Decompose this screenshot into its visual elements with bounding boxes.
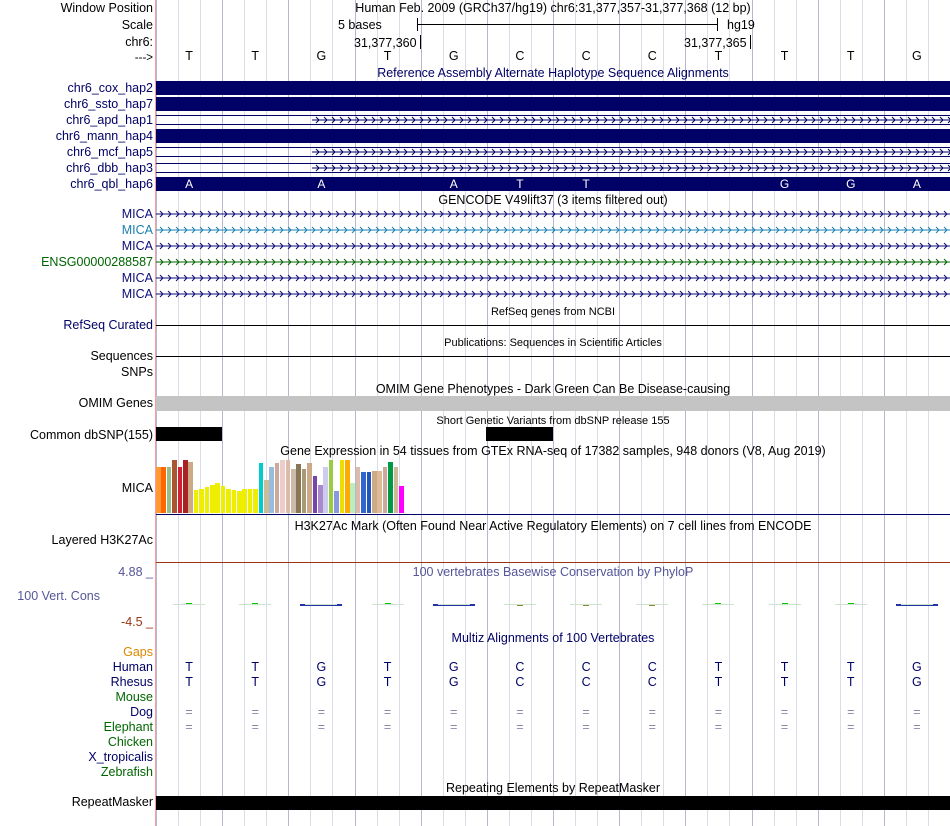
multiz-base: C [647, 675, 657, 689]
gtex-tissue-bar[interactable] [275, 463, 280, 513]
multiz-base: T [251, 660, 260, 674]
multiz-base: T [251, 675, 260, 689]
omim-title[interactable]: OMIM Gene Phenotypes - Dark Green Can Be Disease-causing [375, 382, 731, 396]
conservation-zero-mark [570, 604, 602, 605]
gencode-gene-label[interactable]: MICA [121, 271, 153, 285]
multiz-species-label[interactable]: Elephant [103, 720, 153, 734]
alt-haplotype-bar[interactable] [156, 81, 950, 95]
multiz-base: T [780, 675, 789, 689]
multiz-base: T [846, 675, 855, 689]
alt-haplotype-bar[interactable] [156, 129, 950, 143]
alt-haplotype-label[interactable]: chr6_cox_hap2 [67, 81, 153, 95]
multiz-base: C [581, 660, 591, 674]
gtex-tissue-bar[interactable] [286, 460, 291, 513]
multiz-base: = [450, 705, 458, 719]
multiz-base: = [648, 705, 656, 719]
reference-base: T [714, 49, 723, 63]
repeatmasker-bar[interactable] [156, 796, 950, 810]
gtex-tissue-bar[interactable] [334, 491, 339, 513]
gencode-gene-track[interactable] [156, 273, 950, 283]
conservation-zero-mark [438, 604, 470, 605]
alt-haplotype-base: T [516, 177, 524, 191]
reference-base: C [581, 49, 591, 63]
gtex-tissue-bar[interactable] [259, 463, 264, 513]
gtex-tissue-bar[interactable] [194, 490, 199, 513]
reference-base: G [448, 49, 459, 63]
conservation-zero-mark [239, 604, 271, 605]
dbsnp-label[interactable]: Common dbSNP(155) [30, 428, 153, 442]
scale-label: Scale [121, 18, 153, 32]
multiz-base: = [780, 705, 789, 719]
snps-label[interactable]: SNPs [121, 365, 153, 379]
multiz-base: G [316, 660, 327, 674]
h3k27ac-line [156, 562, 950, 563]
window-position-label: Window Position [60, 1, 153, 15]
gtex-tissue-bar[interactable] [399, 486, 404, 513]
gtex-tissue-bar[interactable] [253, 489, 258, 513]
gtex-tissue-bar[interactable] [394, 467, 399, 513]
conservation-zero-mark [636, 604, 668, 605]
multiz-base: G [448, 660, 459, 674]
multiz-base: T [714, 660, 723, 674]
alt-haplotype-label[interactable]: chr6_ssto_hap7 [64, 97, 153, 111]
gtex-tissue-bar[interactable] [296, 464, 301, 513]
gtex-tissue-bar[interactable] [361, 472, 366, 513]
reference-base: T [780, 49, 789, 63]
alt-haplotype-label[interactable]: chr6_qbl_hap6 [70, 177, 153, 191]
gtex-tissue-bar[interactable] [280, 460, 285, 513]
reference-base: T [383, 49, 392, 63]
gtex-tissue-bar[interactable] [167, 467, 172, 513]
reference-base: C [515, 49, 525, 63]
omim-label[interactable]: OMIM Genes [78, 396, 153, 410]
multiz-base: C [515, 660, 525, 674]
multiz-base: = [648, 720, 656, 734]
alt-haplotype-chevrons[interactable] [312, 115, 950, 125]
gencode-gene-track[interactable] [156, 225, 950, 235]
multiz-base: = [913, 705, 921, 719]
multiz-base: G [912, 660, 922, 674]
multiz-base: C [515, 675, 525, 689]
ruler-right-position: 31,377,365 [684, 36, 747, 50]
gtex-tissue-bar[interactable] [199, 489, 204, 513]
ruler-left-tick [420, 35, 421, 49]
gtex-tissue-bar[interactable] [183, 460, 188, 513]
dbsnp-variant[interactable] [486, 427, 553, 441]
gencode-title[interactable]: GENCODE V49lift37 (3 items filtered out) [438, 193, 668, 207]
scale-bar [417, 24, 718, 25]
multiz-base: C [581, 675, 591, 689]
conservation-zero-mark [769, 604, 801, 605]
multiz-species-label[interactable]: Zebrafish [100, 765, 153, 779]
gencode-gene-track[interactable] [156, 257, 950, 267]
multiz-base: = [913, 720, 921, 734]
gtex-tissue-bar[interactable] [350, 483, 355, 513]
multiz-base: = [516, 720, 524, 734]
alt-haplotype-bar[interactable] [156, 97, 950, 111]
publications-label[interactable]: Sequences [90, 349, 153, 363]
multiz-base: = [317, 720, 326, 734]
gtex-tissue-bar[interactable] [356, 467, 361, 513]
assembly-name: hg19 [727, 18, 755, 32]
gencode-gene-track[interactable] [156, 209, 950, 219]
gtex-title[interactable]: Gene Expression in 54 tissues from GTEx RNA-seq of 17382 samples, 948 donors (V8, Aug 2019) [280, 444, 826, 458]
alt-haplotype-base: G [846, 177, 856, 191]
gtex-tissue-bar[interactable] [161, 467, 166, 513]
reference-base: C [647, 49, 657, 63]
chrom-label: chr6: [125, 35, 153, 49]
alt-haplotype-bar[interactable] [156, 147, 950, 157]
repeatmasker-label[interactable]: RepeatMasker [71, 795, 153, 809]
conservation-zero-mark [372, 604, 404, 605]
gtex-tissue-bar[interactable] [307, 463, 312, 513]
conservation-zero-mark [173, 604, 205, 605]
assembly-position: Human Feb. 2009 (GRCh37/hg19) chr6:31,377,357-31,377,368 (12 bp) [355, 1, 751, 15]
alt-haplotype-title[interactable]: Reference Assembly Alternate Haplotype Sequence Alignments [377, 66, 729, 80]
reference-base: T [846, 49, 855, 63]
refseq-label[interactable]: RefSeq Curated [63, 318, 153, 332]
refseq-title[interactable]: RefSeq genes from NCBI [490, 306, 616, 318]
multiz-base: = [383, 705, 392, 719]
gtex-tissue-bar[interactable] [302, 469, 307, 513]
multiz-base: G [448, 675, 459, 689]
alt-haplotype-base: A [449, 177, 458, 191]
gtex-tissue-bar[interactable] [323, 467, 328, 513]
conservation-max-label: 4.88 _ [118, 565, 153, 579]
multiz-base: G [316, 675, 327, 689]
h3k27ac-label[interactable]: Layered H3K27Ac [51, 533, 153, 547]
ruler-left-position: 31,377,360 [354, 36, 417, 50]
gencode-gene-label[interactable]: MICA [121, 287, 153, 301]
dbsnp-title[interactable]: Short Genetic Variants from dbSNP release 155 [436, 415, 670, 427]
gtex-tissue-bar[interactable] [172, 460, 177, 513]
alt-haplotype-label[interactable]: chr6_mann_hap4 [55, 129, 153, 143]
gtex-tissue-bar[interactable] [156, 467, 161, 513]
conservation-zero-mark [901, 604, 933, 605]
conservation-zero-mark [504, 604, 536, 605]
gtex-tissue-bar[interactable] [221, 486, 226, 513]
scale-text: 5 bases [338, 18, 382, 32]
multiz-base: C [647, 660, 657, 674]
multiz-base: = [582, 720, 590, 734]
reference-base: G [912, 49, 922, 63]
gtex-tissue-bar[interactable] [178, 467, 183, 513]
gencode-gene-track[interactable] [156, 241, 950, 251]
alt-haplotype-base: A [317, 177, 326, 191]
multiz-base: = [582, 705, 590, 719]
scale-bar-right-tick [717, 18, 718, 31]
multiz-base: = [847, 705, 855, 719]
gtex-baseline [156, 514, 950, 515]
multiz-base: = [714, 705, 723, 719]
gtex-tissue-bar[interactable] [345, 460, 350, 513]
gencode-gene-label[interactable]: MICA [121, 207, 153, 221]
gtex-tissue-bar[interactable] [269, 467, 274, 513]
gencode-gene-track[interactable] [156, 289, 950, 299]
alt-haplotype-base: A [912, 177, 921, 191]
multiz-title[interactable]: Multiz Alignments of 100 Vertebrates [451, 631, 655, 645]
gtex-tissue-bar[interactable] [377, 471, 382, 513]
ruler-right-tick [750, 35, 751, 49]
alt-haplotype-label[interactable]: chr6_dbb_hap3 [66, 161, 153, 175]
alt-haplotype-label[interactable]: chr6_apd_hap1 [66, 113, 153, 127]
refseq-line [156, 325, 950, 326]
omim-bar[interactable] [156, 396, 950, 411]
h3k27ac-title[interactable]: H3K27Ac Mark (Often Found Near Active Regulatory Elements) on 7 cell lines from ENCODE [294, 519, 812, 533]
multiz-species-label[interactable]: Dog [130, 705, 153, 719]
alt-haplotype-bar[interactable] [156, 177, 950, 191]
gtex-tissue-bar[interactable] [372, 471, 377, 513]
multiz-base: = [383, 720, 392, 734]
multiz-base: = [251, 705, 259, 719]
multiz-species-label[interactable]: Mouse [115, 690, 153, 704]
multiz-base: T [185, 675, 193, 689]
gtex-tissue-bar[interactable] [248, 489, 253, 513]
gtex-tissue-bar[interactable] [383, 467, 388, 513]
reference-base: T [185, 49, 193, 63]
conservation-zero-mark [702, 604, 734, 605]
multiz-base: = [847, 720, 855, 734]
gtex-tissue-bar[interactable] [313, 476, 318, 513]
reference-base: G [316, 49, 327, 63]
gtex-label[interactable]: MICA [121, 481, 153, 495]
multiz-species-label[interactable]: Chicken [107, 735, 153, 749]
multiz-base: T [714, 675, 723, 689]
gtex-tissue-bar[interactable] [188, 462, 193, 513]
gtex-tissue-bar[interactable] [205, 487, 210, 513]
gtex-tissue-bar[interactable] [329, 460, 334, 513]
conservation-zero-mark [835, 604, 867, 605]
publications-title[interactable]: Publications: Sequences in Scientific Articles [444, 337, 662, 349]
multiz-base: = [516, 705, 524, 719]
multiz-base: T [383, 660, 392, 674]
alt-haplotype-chevrons[interactable] [312, 147, 950, 157]
gtex-tissue-bar[interactable] [210, 485, 215, 513]
alt-haplotype-base: G [779, 177, 790, 191]
gtex-tissue-bar[interactable] [226, 489, 231, 513]
multiz-base: = [185, 705, 193, 719]
multiz-base: = [317, 705, 326, 719]
multiz-base: = [714, 720, 723, 734]
scale-bar-left-tick [417, 18, 418, 31]
repeatmasker-title[interactable]: Repeating Elements by RepeatMasker [445, 781, 660, 795]
gaps-label[interactable]: Gaps [123, 645, 153, 659]
gtex-tissue-bar[interactable] [215, 483, 220, 513]
gtex-tissue-bar[interactable] [340, 460, 345, 513]
gtex-tissue-bar[interactable] [291, 469, 296, 513]
gencode-gene-label[interactable]: MICA [121, 239, 153, 253]
alt-haplotype-label[interactable]: chr6_mcf_hap5 [66, 145, 153, 159]
conservation-min-label: -4.5 _ [121, 615, 153, 629]
gtex-tissue-bar[interactable] [232, 490, 237, 513]
multiz-base: G [912, 675, 922, 689]
alt-haplotype-bar[interactable] [156, 115, 950, 125]
conservation-zero-mark [305, 604, 337, 605]
conservation-title[interactable]: 100 vertebrates Basewise Conservation by PhyloP [412, 565, 694, 579]
multiz-species-label[interactable]: Rhesus [110, 675, 153, 689]
multiz-base: = [251, 720, 259, 734]
gtex-tissue-bar[interactable] [388, 462, 393, 513]
alt-haplotype-bar[interactable] [156, 163, 950, 173]
multiz-base: T [185, 660, 193, 674]
gtex-tissue-bar[interactable] [242, 489, 247, 513]
gencode-gene-label[interactable]: ENSG00000288587 [41, 255, 153, 269]
multiz-base: T [846, 660, 855, 674]
multiz-base: = [450, 720, 458, 734]
multiz-base: T [780, 660, 789, 674]
multiz-species-label[interactable]: X_tropicalis [88, 750, 153, 764]
gtex-tissue-bar[interactable] [264, 480, 269, 513]
reference-base: T [251, 49, 260, 63]
gtex-tissue-bar[interactable] [237, 491, 242, 513]
gencode-gene-label[interactable]: MICA [121, 223, 153, 237]
multiz-species-label[interactable]: Human [112, 660, 153, 674]
multiz-base: T [383, 675, 392, 689]
publications-line [156, 356, 950, 357]
multiz-base: = [780, 720, 789, 734]
alt-haplotype-chevrons[interactable] [312, 163, 950, 173]
dbsnp-variant[interactable] [156, 427, 222, 441]
gtex-tissue-bar[interactable] [318, 485, 323, 513]
alt-haplotype-base: T [582, 177, 590, 191]
strand-label[interactable]: ---> [134, 52, 153, 64]
alt-haplotype-base: A [185, 177, 194, 191]
gtex-tissue-bar[interactable] [367, 472, 372, 513]
multiz-base: = [185, 720, 193, 734]
conservation-label[interactable]: 100 Vert. Cons [17, 589, 100, 603]
